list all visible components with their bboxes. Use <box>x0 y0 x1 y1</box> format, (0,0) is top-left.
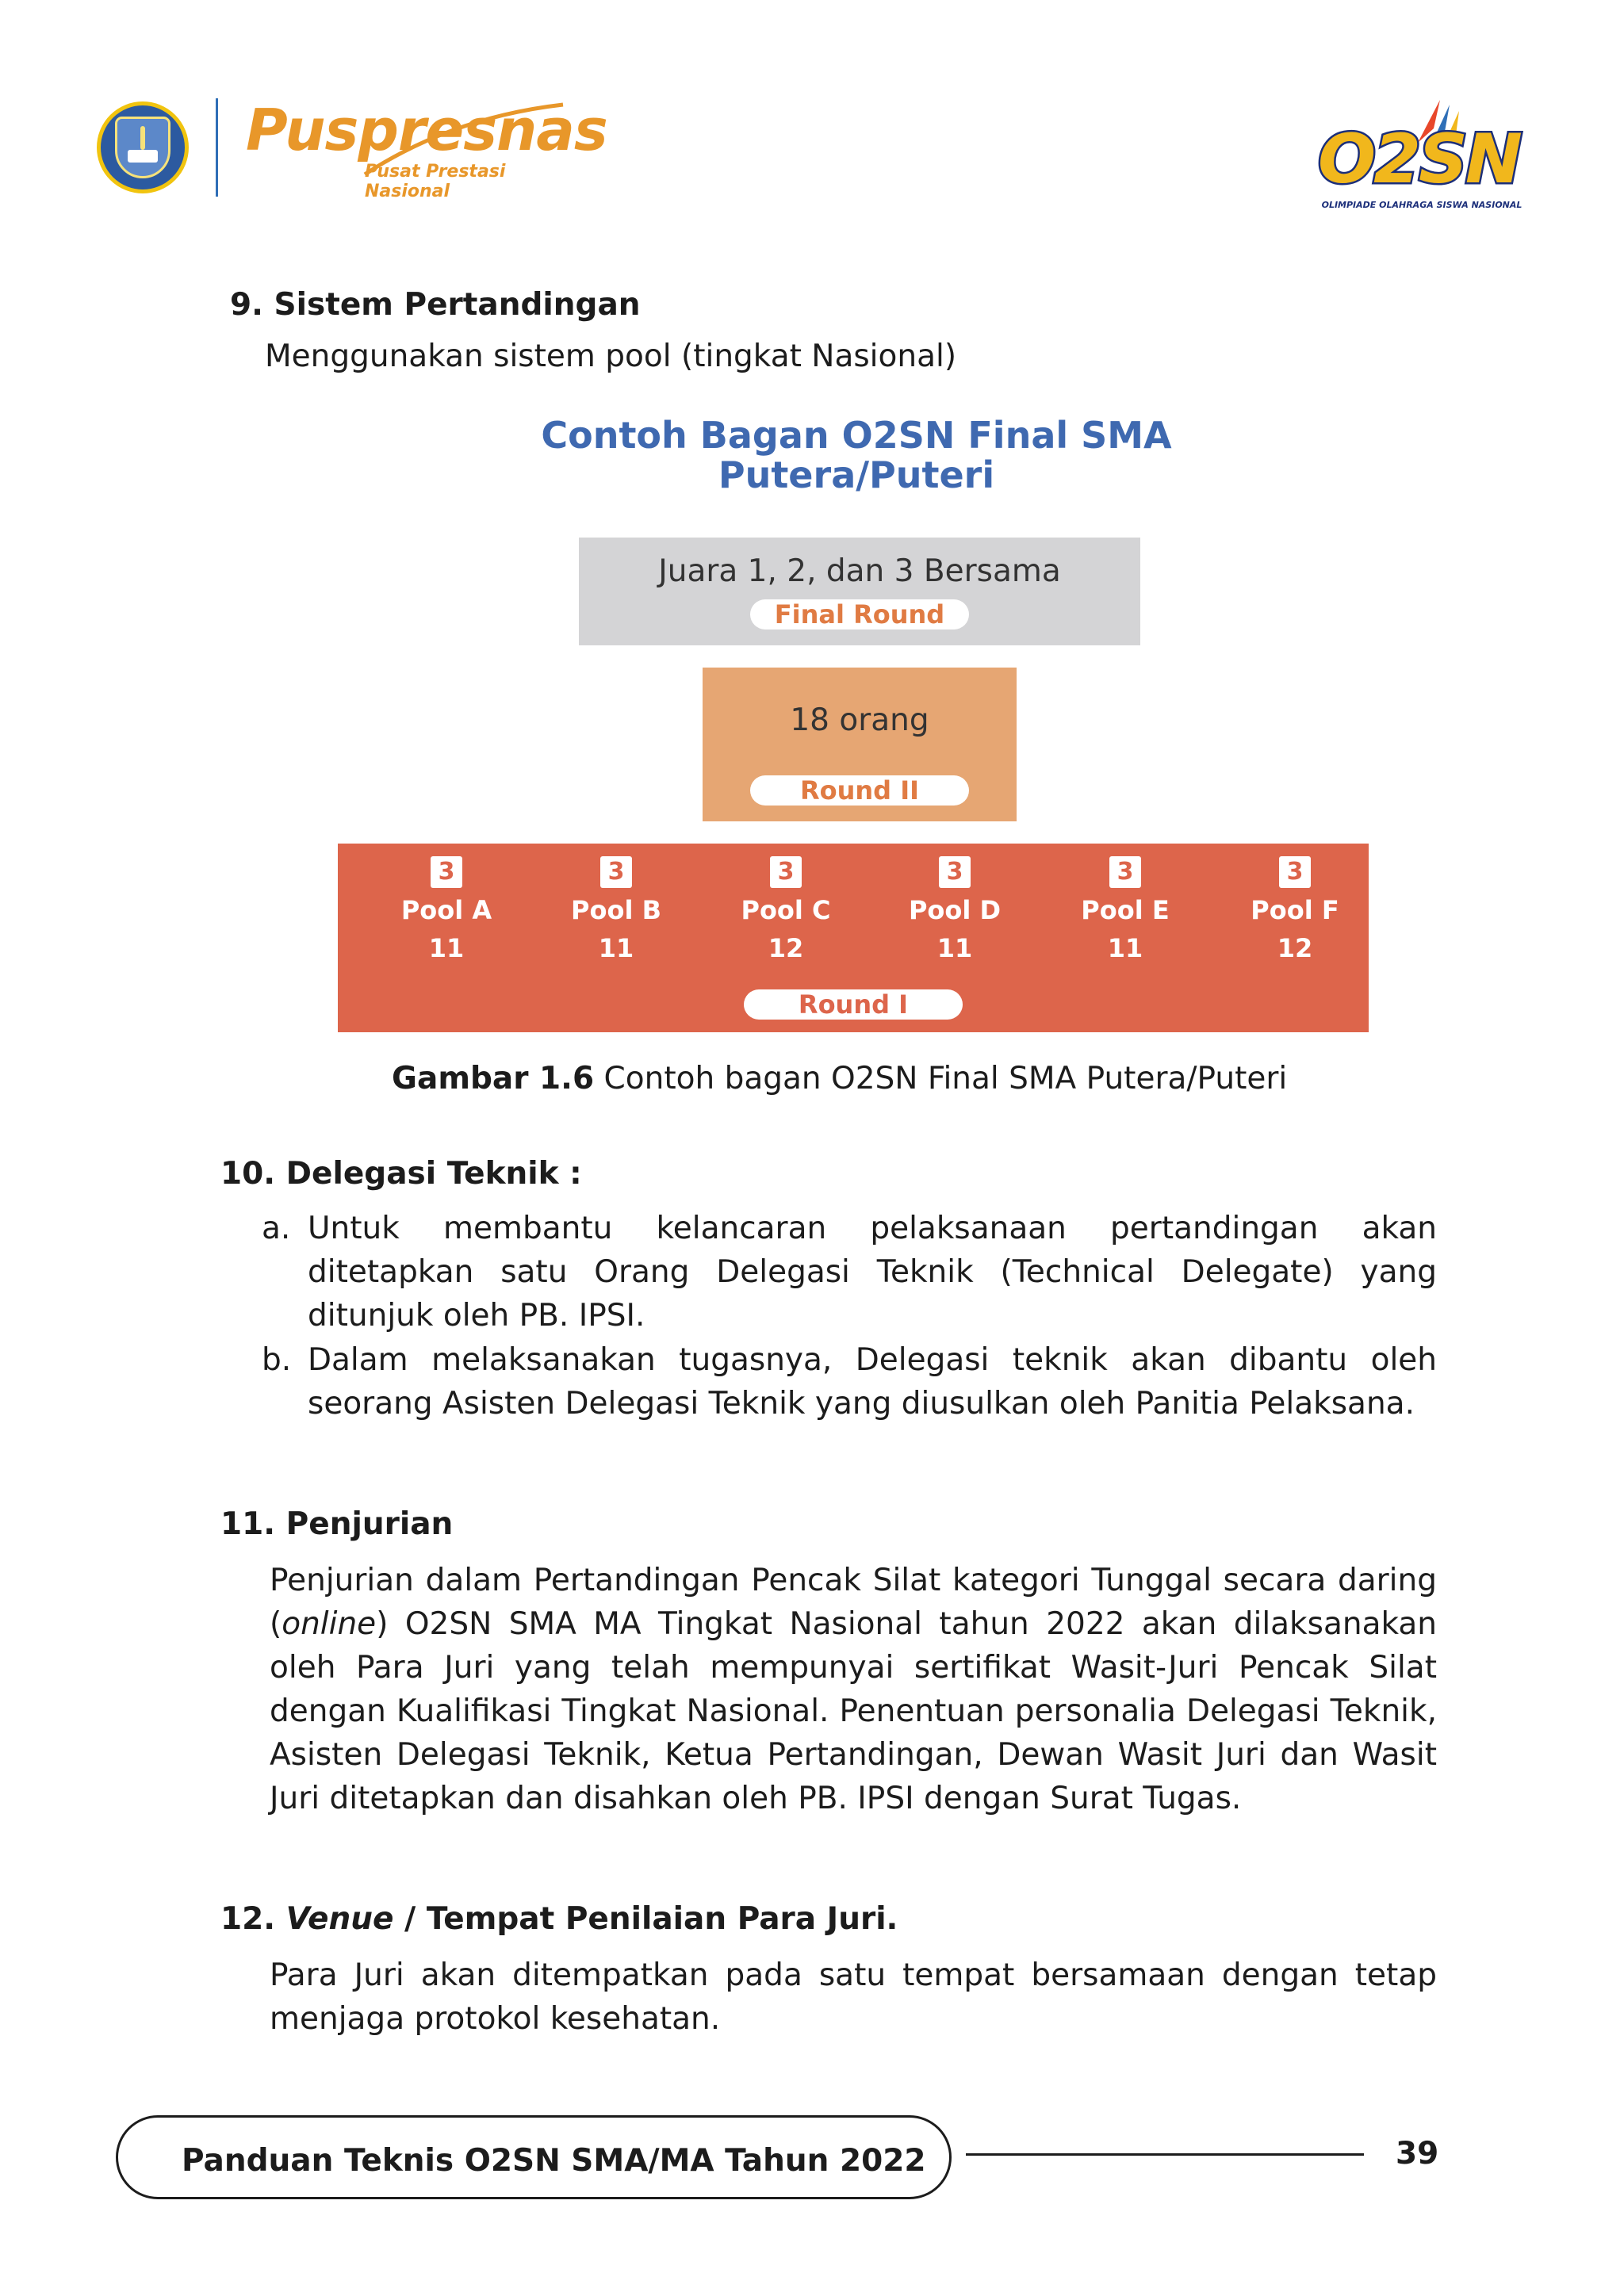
pool-a-name: Pool A <box>400 895 492 925</box>
pool-c-name: Pool C <box>741 895 831 925</box>
round-2-badge: Round II <box>750 775 969 806</box>
pool-c-qualifier-count: 3 <box>770 856 802 888</box>
section-10-heading: 10. Delegasi Teknik : <box>220 1156 582 1192</box>
section-11-heading: 11. Penjurian <box>220 1506 454 1542</box>
final-round-box <box>579 538 1140 645</box>
pool-b-count: 11 <box>598 933 634 963</box>
figure-caption-label: Gambar 1.6 <box>392 1061 595 1096</box>
section-12-heading <box>220 1901 898 1938</box>
pool-c <box>722 856 849 967</box>
section-9-text: Menggunakan sistem pool (tingkat Nasional) <box>265 339 957 374</box>
pool-b-qualifier-count: 3 <box>600 856 632 888</box>
page-number: 39 <box>1396 2136 1439 2172</box>
section-11-text-part-1: Penjurian dalam Pertandingan Pencak Silat kategori Tunggal secara daring ( <box>270 1563 1437 1642</box>
pool-d <box>891 856 1018 967</box>
section-11-text-italic: online <box>282 1606 377 1642</box>
pool-d-qualifier-count: 3 <box>939 856 971 888</box>
section-10-item-b-text: Dalam melaksanakan tugasnya, Delegasi teknik akan dibantu oleh seorang Asisten Delegasi Teknik yang diusulkan oleh Panitia Pelaksana. <box>308 1342 1437 1422</box>
section-12-heading-rest: / Tempat Penilaian Para Juri. <box>393 1901 898 1937</box>
round-1-box <box>338 844 1369 1032</box>
pool-d-name: Pool D <box>908 895 1002 925</box>
final-round-label: Juara 1, 2, dan 3 Bersama <box>658 553 1061 589</box>
final-round-badge: Final Round <box>750 599 969 629</box>
section-12-text: Para Juri akan ditempatkan pada satu tempat bersamaan dengan tetap menjaga protokol kesehatan. <box>270 1957 1437 2037</box>
section-11-text-part-2: ) O2SN SMA MA Tingkat Nasional tahun 2022 akan dilaksanakan oleh Para Juri yang telah mempunyai sertifikat Wasit-Juri Pencak Silat dengan Kualifikasi Tingkat Nasional. Penentuan personalia Delegasi Teknik, Asisten Delegasi Teknik, Ketua Pertandingan, Dewan Wasit Juri dan Wasit Juri ditetapkan dan disahkan oleh PB. IPSI dengan Surat Tugas. <box>270 1606 1437 1816</box>
pool-b-name: Pool B <box>571 895 661 925</box>
pool-f <box>1231 856 1358 967</box>
footer-title: Panduan Teknis O2SN SMA/MA Tahun 2022 <box>182 2143 926 2179</box>
section-12-heading-number: 12. <box>220 1901 276 1937</box>
pool-b <box>553 856 680 967</box>
chart-title-line-1: Contoh Bagan O2SN Final SMA <box>541 414 1172 457</box>
section-10-item-a-marker: a. <box>262 1211 291 1246</box>
pool-a-qualifier-count: 3 <box>431 856 462 888</box>
kemendikbud-emblem-icon <box>97 101 189 193</box>
puspresnas-logo-text: Puspresnas <box>246 97 607 163</box>
pool-a <box>383 856 510 967</box>
section-9-heading: 9. Sistem Pertandingan <box>230 287 641 323</box>
header-divider <box>216 98 218 197</box>
chart-title-line-2: Putera/Puteri <box>718 453 995 496</box>
pool-e <box>1062 856 1189 967</box>
pool-f-count: 12 <box>1277 933 1313 963</box>
pool-a-count: 11 <box>428 933 465 963</box>
pool-f-name: Pool F <box>1251 895 1339 925</box>
puspresnas-logo-subtext: Pusat Prestasi Nasional <box>365 162 506 201</box>
pool-e-qualifier-count: 3 <box>1109 856 1141 888</box>
o2sn-logo <box>1315 97 1529 216</box>
round-1-badge: Round I <box>744 989 963 1020</box>
pool-d-count: 11 <box>936 933 973 963</box>
figure-caption-text: Contoh bagan O2SN Final SMA Putera/Puteri <box>603 1061 1288 1096</box>
o2sn-logo-subtext: OLIMPIADE OLAHRAGA SISWA NASIONAL <box>1321 200 1522 210</box>
o2sn-logo-text: O2SN <box>1318 120 1520 199</box>
pool-f-qualifier-count: 3 <box>1279 856 1311 888</box>
chart-title <box>460 415 1253 495</box>
pool-e-count: 11 <box>1107 933 1143 963</box>
pool-c-count: 12 <box>768 933 804 963</box>
figure-caption <box>392 1061 1343 1096</box>
footer-divider <box>966 2153 1364 2156</box>
round-2-label: 18 orang <box>790 702 929 738</box>
section-11-paragraph <box>270 1559 1437 1820</box>
round-2-box <box>703 668 1017 821</box>
section-10-item-a-text: Untuk membantu kelancaran pelaksanaan pertandingan akan ditetapkan satu Orang Delegasi Teknik (Technical Delegate) yang ditunjuk oleh PB. IPSI. <box>308 1211 1437 1334</box>
footer-title-box <box>116 2115 952 2199</box>
section-12-heading-italic: Venue <box>285 1901 394 1937</box>
section-10-item-b-marker: b. <box>262 1342 292 1378</box>
pool-e-name: Pool E <box>1081 895 1170 925</box>
puspresnas-logo <box>246 97 607 201</box>
